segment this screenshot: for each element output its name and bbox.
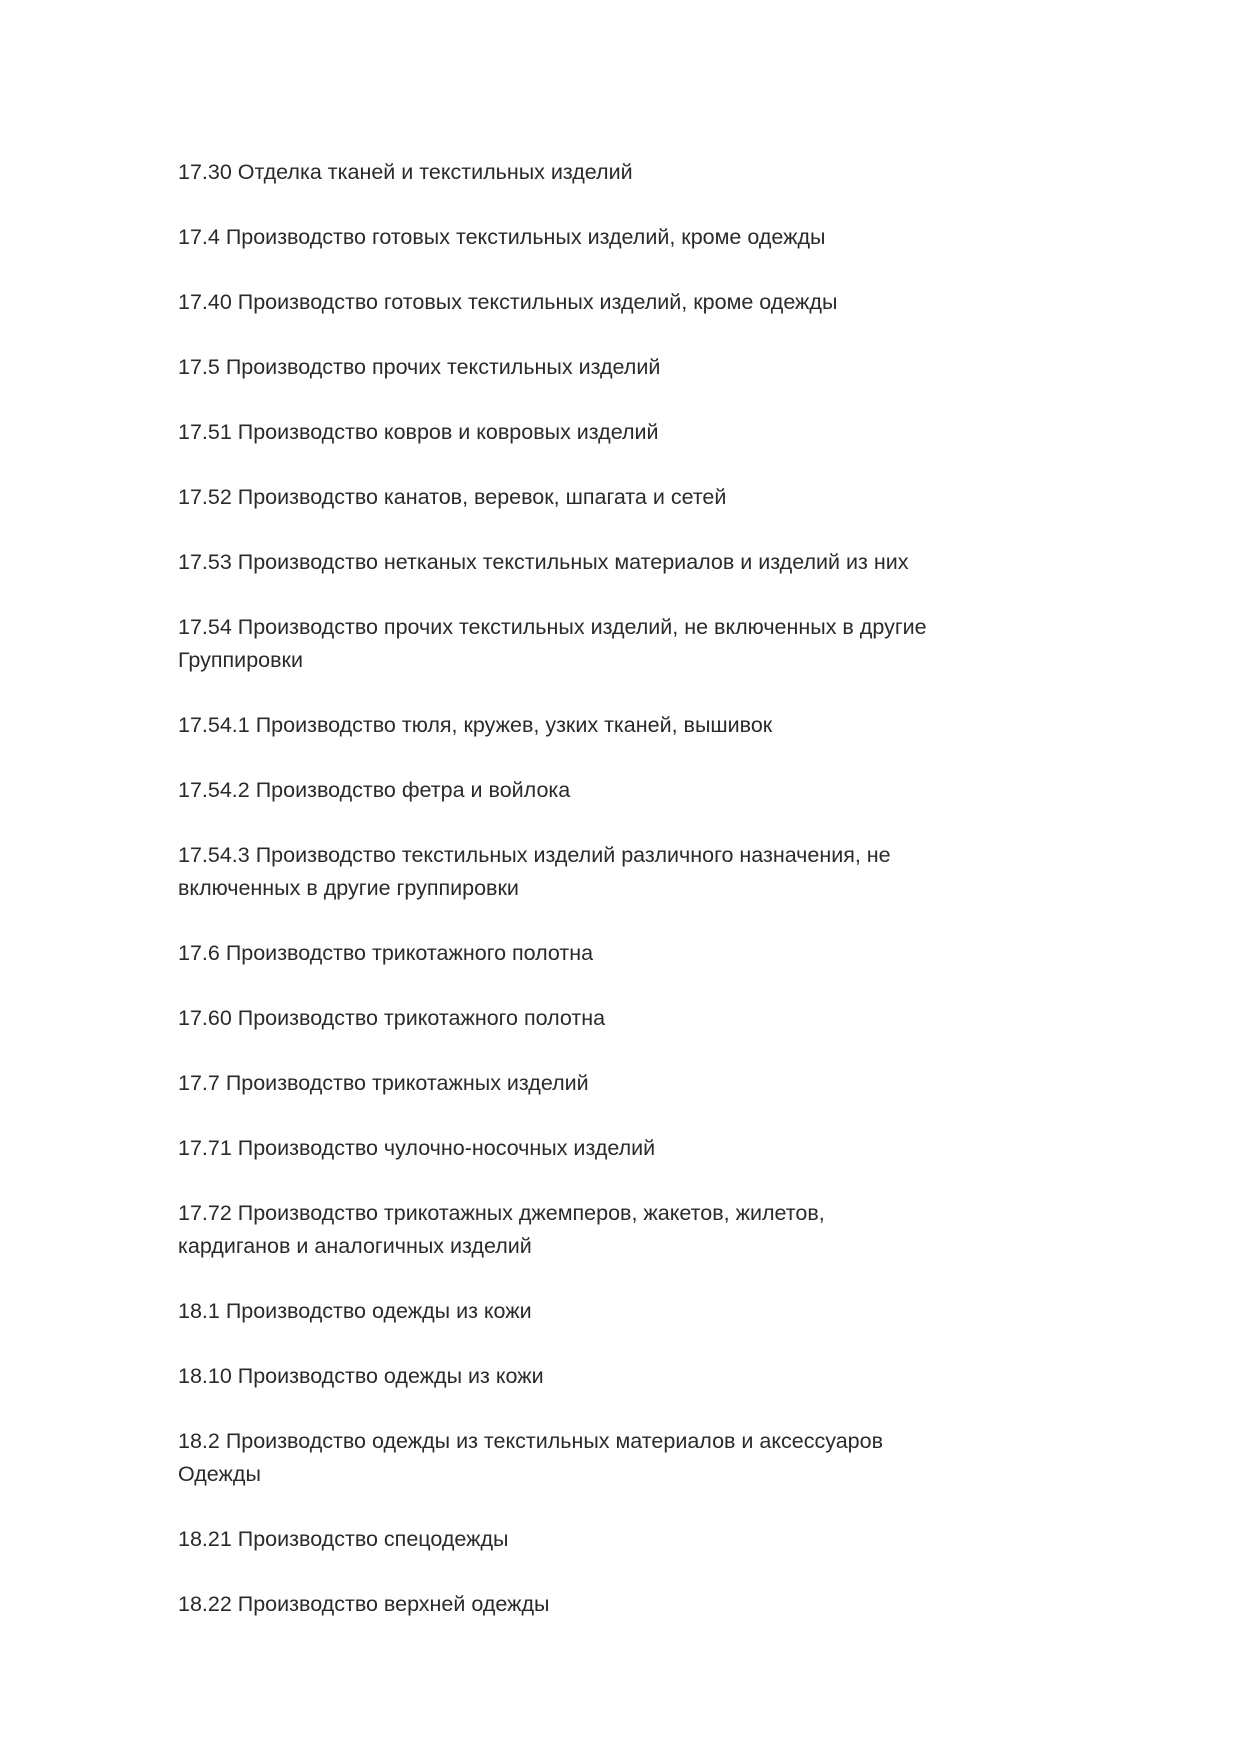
list-item: 17.52 Производство канатов, веревок, шпагата и сетей: [178, 485, 727, 509]
list-item: 17.53 Производство нетканых текстильных материалов и изделий из них: [178, 550, 909, 574]
list-item: 17.54.1 Производство тюля, кружев, узких тканей, вышивок: [178, 713, 773, 737]
list-item: 17.7 Производство трикотажных изделий: [178, 1071, 589, 1095]
list-item: 17.30 Отделка тканей и текстильных изделий: [178, 160, 633, 184]
list-item: 17.4 Производство готовых текстильных изделий, кроме одежды: [178, 225, 826, 249]
list-item: 17.60 Производство трикотажного полотна: [178, 1006, 606, 1030]
list-item: 17.6 Производство трикотажного полотна: [178, 941, 594, 965]
list-item: 17.5 Производство прочих текстильных изделий: [178, 355, 661, 379]
list-item: 17.54 Производство прочих текстильных изделий, не включенных в другие Группировки: [178, 615, 927, 672]
list-item: 18.1 Производство одежды из кожи: [178, 1299, 532, 1323]
list-item: 17.54.3 Производство текстильных изделий различного назначения, не включенных в другие группировки: [178, 843, 891, 900]
list-item: 17.71 Производство чулочно-носочных изделий: [178, 1136, 656, 1160]
classifier-list: [178, 156, 998, 1653]
list-item: 17.72 Производство трикотажных джемперов, жакетов, жилетов, кардиганов и аналогичных изделий: [178, 1201, 825, 1258]
list-item: 17.51 Производство ковров и ковровых изделий: [178, 420, 659, 444]
list-item: 18.10 Производство одежды из кожи: [178, 1364, 544, 1388]
list-item: 18.2 Производство одежды из текстильных материалов и аксессуаров Одежды: [178, 1429, 884, 1486]
list-item: 17.40 Производство готовых текстильных изделий, кроме одежды: [178, 290, 838, 314]
list-item: 18.21 Производство спецодежды: [178, 1527, 509, 1551]
list-item: 17.54.2 Производство фетра и войлока: [178, 778, 571, 802]
list-item: 18.22 Производство верхней одежды: [178, 1592, 550, 1616]
